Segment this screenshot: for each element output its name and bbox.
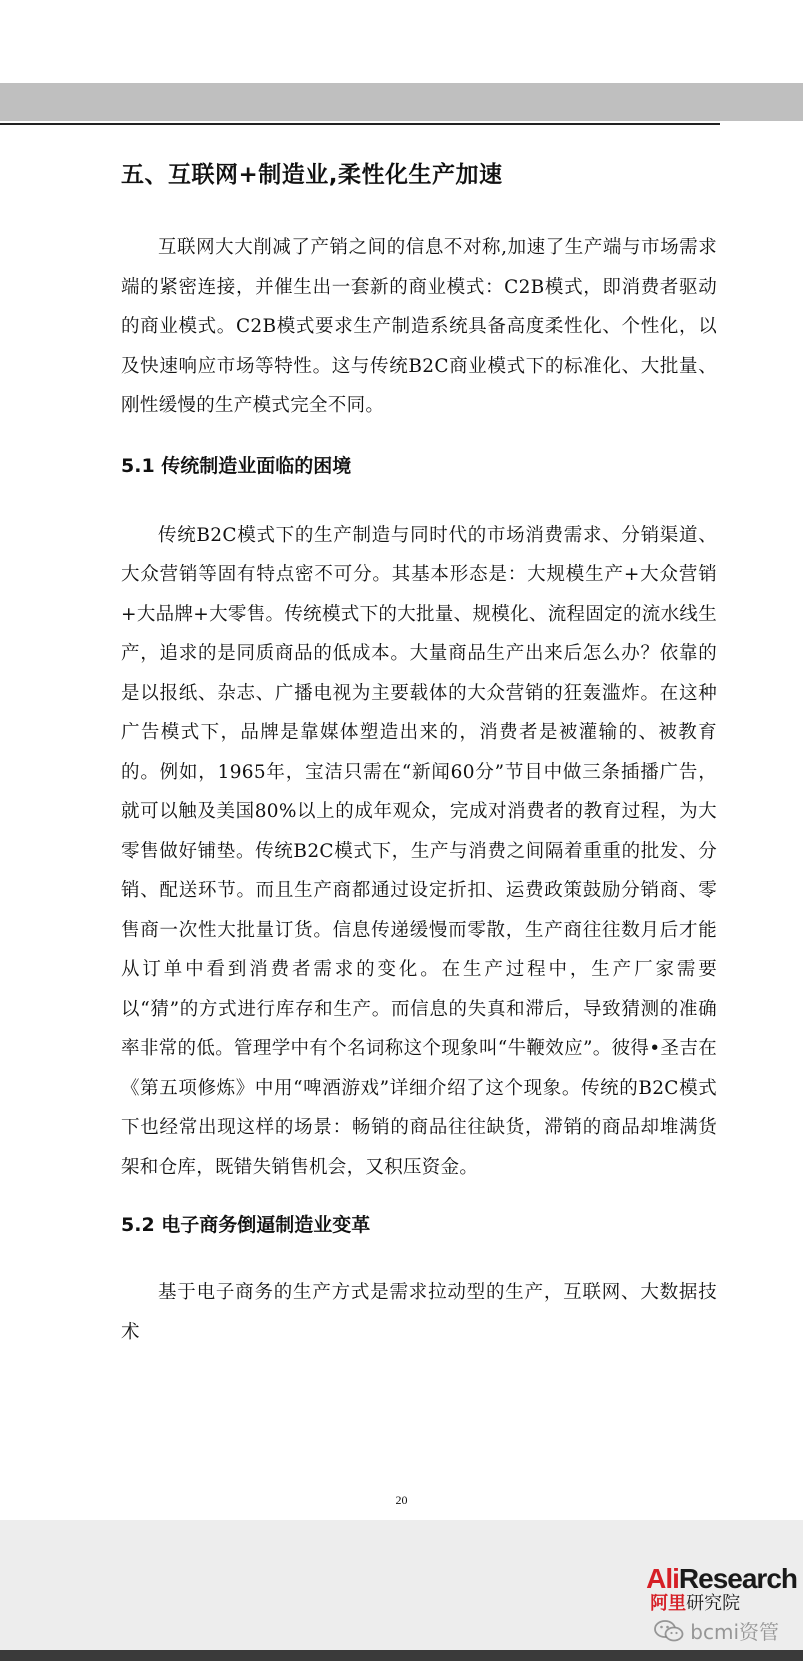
- header-rule: [0, 123, 720, 125]
- logo-english: [646, 1564, 797, 1594]
- logo-cn-red: 阿里: [650, 1593, 687, 1614]
- watermark-text: bcmi资管: [690, 1620, 779, 1644]
- bottom-bar: [0, 1650, 803, 1661]
- page-number: 20: [395, 1493, 408, 1507]
- section-5-2-title: 5.2 电子商务倒逼制造业变革: [121, 1214, 371, 1236]
- logo-cn-dark: 研究院: [686, 1593, 741, 1614]
- page-content: [121, 160, 717, 1352]
- logo-en-red: Ali: [646, 1563, 679, 1594]
- aliresearch-logo: [646, 1564, 797, 1614]
- section-5-1-paragraph: 传统B2C模式下的生产制造与同时代的市场消费需求、分销渠道、大众营销等固有特点密不可分。其基本形态是：大规模生产+大众营销+大品牌+大零售。传统模式下的大批量、规模化、流程固定的流水线生产，追求的是同质商品的低成本。大量商品生产出来后怎么办？依靠的是以报纸、杂志、广播电视为主要载体的大众营销的狂轰滥炸。在这种广告模式下，品牌是靠媒体塑造出来的，消费者是被灌输的、被教育的。例如，1965年，宝洁只需在“新闻60分”节目中做三条插播广告，就可以触及美国80%以上的成年观众，完成对消费者的教育过程，为大零售做好铺垫。传统B2C模式下，生产与消费之间隔着重重的批发、分销、配送环节。而且生产商都通过设定折扣、运费政策鼓励分销商、零售商一次性大批量订货。信息传递缓慢而零散，生产商往往数月后才能从订单中看到消费者需求的变化。在生产过程中，生产厂家需要以“猜”的方式进行库存和生产。而信息的失真和滞后，导致猜测的准确率非常的低。管理学中有个名词称这个现象叫“牛鞭效应”。彼得•圣吉在《第五项修炼》中用“啤酒游戏”详细介绍了这个现象。传统的B2C模式下也经常出现这样的场景：畅销的商品往往缺货，滞销的商品却堆满货架和仓库，既错失销售机会，又积压资金。: [121, 524, 717, 1178]
- section-5-1-title: 5.1 传统制造业面临的困境: [121, 454, 352, 477]
- section-5-2-paragraph: 基于电子商务的生产方式是需求拉动型的生产，互联网、大数据技术: [121, 1282, 717, 1343]
- chapter-heading: 五、互联网+制造业,柔性化生产加速: [121, 162, 503, 188]
- logo-chinese: [650, 1594, 797, 1614]
- logo-en-dark: Research: [678, 1563, 797, 1594]
- intro-paragraph: 互联网大大削减了产销之间的信息不对称,加速了生产端与市场需求端的紧密连接，并催生出一套新的商业模式：C2B模式，即消费者驱动的商业模式。C2B模式要求生产制造系统具备高度柔性化、个性化，以及快速响应市场等特性。这与传统B2C商业模式下的标准化、大批量、刚性缓慢的生产模式完全不同。: [121, 237, 717, 416]
- header-band: [0, 83, 803, 121]
- wechat-icon: [654, 1619, 684, 1643]
- wechat-watermark: [654, 1616, 779, 1645]
